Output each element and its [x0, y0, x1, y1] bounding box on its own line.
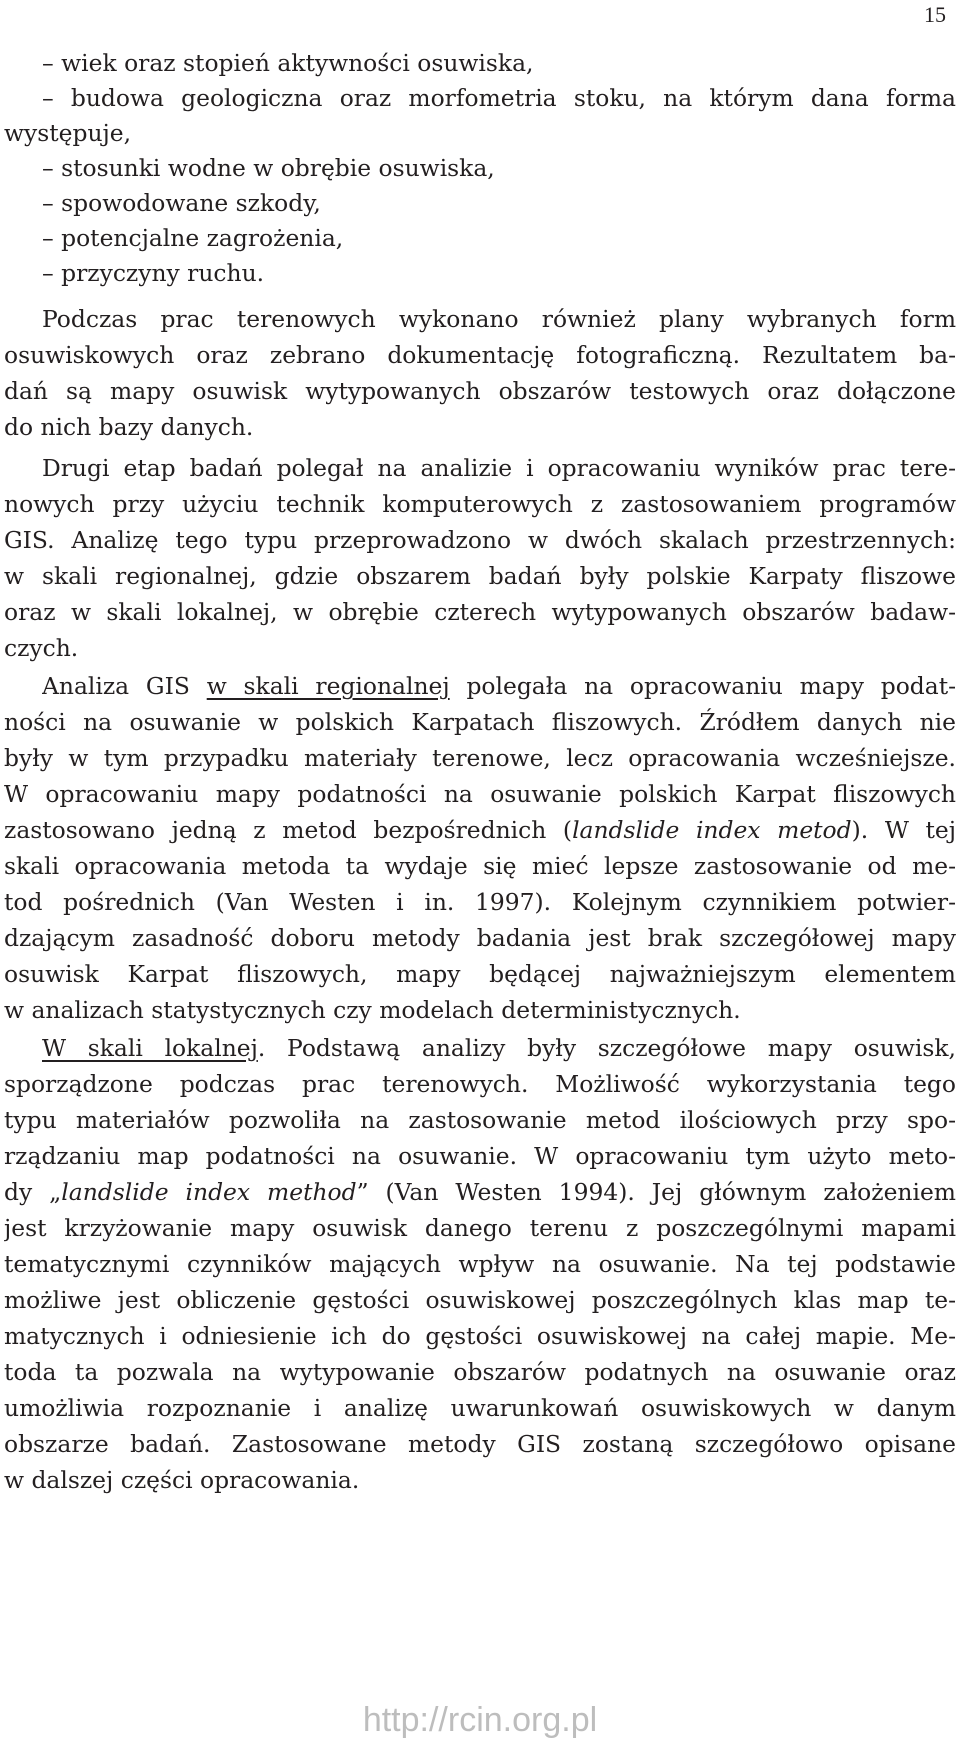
text-line: W skali lokalnej. Podstawą analizy były szczegółowe mapy osuwisk, — [42, 1034, 956, 1062]
text-line: umożliwia rozpoznanie i analizę uwarunkowań osuwiskowych w danym — [4, 1394, 956, 1422]
text-line: W opracowaniu mapy podatności na osuwanie polskich Karpat fliszowych — [4, 780, 956, 808]
text-line: – przyczyny ruchu. — [42, 259, 265, 287]
text-line: typu materiałów pozwoliła na zastosowanie metod ilościowych przy spo- — [4, 1106, 956, 1134]
text-line: oraz w skali lokalnej, w obrębie czterech wytypowanych obszarów badaw- — [4, 598, 956, 626]
text-line: osuwiskowych oraz zebrano dokumentację fotograficzną. Rezultatem ba- — [4, 341, 956, 369]
text-line: toda ta pozwala na wytypowanie obszarów podatnych na osuwanie oraz — [4, 1358, 956, 1386]
underlined-phrase: w skali regionalnej — [206, 672, 450, 700]
watermark-url: http://rcin.org.pl — [362, 1701, 598, 1739]
text-line: – stosunki wodne w obrębie osuwiska, — [42, 154, 495, 182]
text-line: w dalszej części opracowania. — [4, 1466, 360, 1494]
text-line: sporządzone podczas prac terenowych. Możliwość wykorzystania tego — [4, 1070, 956, 1098]
text-line: ności na osuwanie w polskich Karpatach fliszowych. Źródłem danych nie — [4, 708, 956, 736]
text-line: osuwisk Karpat fliszowych, mapy będącej najważniejszym elementem — [4, 960, 956, 988]
italic-term: landslide index metod — [572, 816, 852, 844]
underlined-phrase: W skali lokalnej — [42, 1034, 258, 1062]
text-line: GIS. Analizę tego typu przeprowadzono w dwóch skalach przestrzennych: — [4, 526, 956, 554]
text-line: Drugi etap badań polegał na analizie i opracowaniu wyników prac tere- — [42, 454, 956, 482]
text-line: jest krzyżowanie mapy osuwisk danego terenu z poszczególnymi mapami — [4, 1214, 956, 1242]
text-line: nowych przy użyciu technik komputerowych z zastosowaniem programów — [4, 490, 956, 518]
text-line: zastosowano jedną z metod bezpośrednich (landslide index metod). W tej — [4, 816, 956, 844]
text-line: dań są mapy osuwisk wytypowanych obszarów testowych oraz dołączone — [4, 377, 956, 405]
text-line: – potencjalne zagrożenia, — [42, 224, 344, 252]
text-line: w skali regionalnej, gdzie obszarem badań były polskie Karpaty fliszowe — [4, 562, 956, 590]
italic-term: landslide index method — [61, 1178, 357, 1206]
text-line: występuje, — [4, 119, 132, 147]
page-number: 15 — [924, 2, 946, 27]
text-line: były w tym przypadku materiały terenowe, lecz opracowania wcześniejsze. — [4, 744, 956, 772]
text-line: Analiza GIS w skali regionalnej polegała na opracowaniu mapy podat- — [42, 672, 956, 700]
text-line: czych. — [4, 634, 79, 662]
text-line: – budowa geologiczna oraz morfometria stoku, na którym dana forma — [42, 84, 956, 112]
text-line: obszarze badań. Zastosowane metody GIS zostaną szczegółowo opisane — [4, 1430, 956, 1458]
text-line: tod pośrednich (Van Westen i in. 1997). Kolejnym czynnikiem potwier- — [4, 888, 956, 916]
text-line: rządzaniu map podatności na osuwanie. W opracowaniu tym użyto meto- — [4, 1142, 956, 1170]
text-line: – spowodowane szkody, — [42, 189, 321, 217]
text-line: matycznych i odniesienie ich do gęstości osuwiskowej na całej mapie. Me- — [4, 1322, 956, 1350]
text-line: skali opracowania metoda ta wydaje się mieć lepsze zastosowanie od me- — [4, 852, 956, 880]
text-line: – wiek oraz stopień aktywności osuwiska, — [42, 49, 534, 77]
text-line: w analizach statystycznych czy modelach deterministycznych. — [4, 996, 741, 1024]
text-line: możliwe jest obliczenie gęstości osuwiskowej poszczególnych klas map te- — [4, 1286, 956, 1314]
text-line: Podczas prac terenowych wykonano również plany wybranych form — [42, 305, 956, 333]
text-line: tematycznymi czynników mających wpływ na osuwanie. Na tej podstawie — [4, 1250, 956, 1278]
text-line: dy „landslide index method” (Van Westen 1994). Jej głównym założeniem — [4, 1178, 956, 1206]
text-line: do nich bazy danych. — [4, 413, 254, 441]
text-line: dzającym zasadność doboru metody badania jest brak szczegółowej mapy — [4, 924, 956, 952]
